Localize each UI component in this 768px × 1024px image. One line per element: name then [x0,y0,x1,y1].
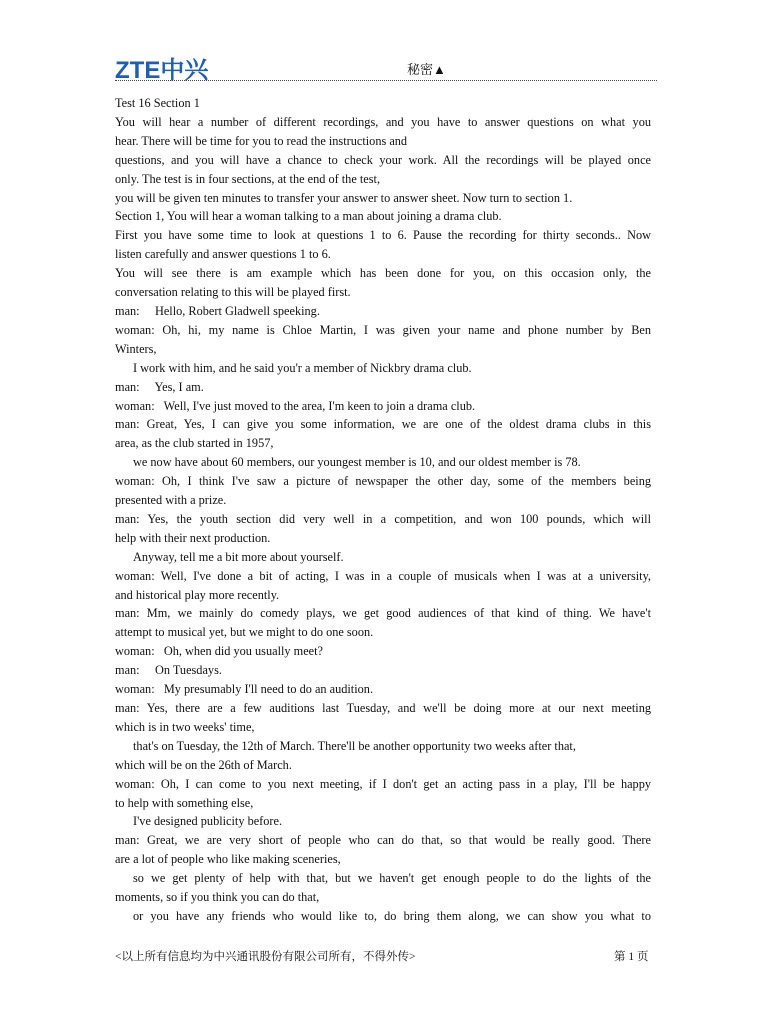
zte-logo: ZTE中兴 [115,57,209,84]
text-line: woman: Well, I've done a bit of acting, I was in a couple of musicals when I was at a university, [115,568,651,583]
text-line: only. The test is in four sections, at the end of the test, [115,171,381,186]
text-line: First you have some time to look at questions 1 to 6. Pause the recording for thirty seconds.. Now [115,228,651,243]
text-line: man: Yes, there are a few auditions last Tuesday, and we'll be doing more at our next meeting [115,701,651,715]
text-line: you will be given ten minutes to transfer your answer to answer sheet. Now turn to section 1. [115,190,573,205]
text-line: Winters, [115,341,157,356]
text-line: listen carefully and answer questions 1 to 6. [115,247,331,262]
text-line: to help with something else, [115,795,254,810]
text-line: Anyway, tell me a bit more about yourself. [133,549,344,564]
text-line: questions, and you will have a chance to check your work. All the recordings will be played once [115,152,651,167]
text-line: so we get plenty of help with that, but we haven't get enough people to do the lights of the [133,871,651,886]
confidential-mark: 秘密▲ [407,62,446,77]
document-body [115,94,651,926]
text-line: man: Mm, we mainly do comedy plays, we get good audiences of that kind of thing. We have't [115,606,651,621]
text-line: attempt to musical yet, but we might to do one soon. [115,625,374,640]
text-line: help with their next production. [115,530,271,545]
text-line: woman: Oh, when did you usually meet? [115,644,323,659]
text-line: that's on Tuesday, the 12th of March. There'll be another opportunity two weeks after that, [133,738,576,753]
text-line: man: Yes, I am. [115,379,204,394]
text-line: or you have any friends who would like to, do bring them along, we can show you what to [133,908,651,923]
text-line: we now have about 60 members, our youngest member is 10, and our oldest member is 78. [133,455,581,470]
text-line: man: Great, Yes, I can give you some information, we are one of the oldest drama clubs in this [115,417,651,432]
text-line: You will hear a number of different recordings, and you have to answer questions on what you [115,114,651,129]
text-line: Test 16 Section 1 [115,96,200,110]
text-line: presented with a prize. [115,493,227,508]
text-line: area, as the club started in 1957, [115,436,274,451]
text-line: I've designed publicity before. [133,814,283,829]
text-line: woman: Oh, I can come to you next meeting, if I don't get an acting pass in a play, I'll be happy [115,776,651,791]
text-line: woman: Oh, hi, my name is Chloe Martin, I was given your name and phone number by Ben [115,322,651,337]
text-line: I work with him, and he said you'r a member of Nickbry drama club. [133,360,472,375]
text-line: which is in two weeks' time, [115,719,255,734]
text-line: You will see there is am example which has been done for you, on this occasion only, the [115,266,651,281]
text-line: conversation relating to this will be played first. [115,285,351,300]
text-line: man: Hello, Robert Gladwell speeking. [115,303,320,318]
text-line: and historical play more recently. [115,587,280,602]
text-line: man: On Tuesdays. [115,663,222,678]
text-line: moments, so if you think you can do that, [115,890,320,905]
text-line: woman: Oh, I think I've saw a picture of newspaper the other day, some of the members being [115,474,651,489]
text-line: which will be on the 26th of March. [115,757,292,772]
page-header [115,48,655,82]
header-divider [115,80,657,81]
text-line: Section 1, You will hear a woman talking to a man about joining a drama club. [115,209,502,224]
footer-notice: <以上所有信息均为中兴通讯股份有限公司所有，不得外传> [115,951,416,963]
text-line: hear. There will be time for you to read the instructions and [115,133,408,148]
text-line: man: Yes, the youth section did very well in a competition, and won 100 pounds, which will [115,511,651,526]
text-line: man: Great, we are very short of people who can do that, so that would be really good. There [115,833,651,848]
text-line: woman: My presumably I'll need to do an audition. [115,682,374,697]
text-line: woman: Well, I've just moved to the area, I'm keen to join a drama club. [115,398,476,413]
text-line: are a lot of people who like making sceneries, [115,852,341,867]
page-number: 第 1 页 [614,951,649,963]
